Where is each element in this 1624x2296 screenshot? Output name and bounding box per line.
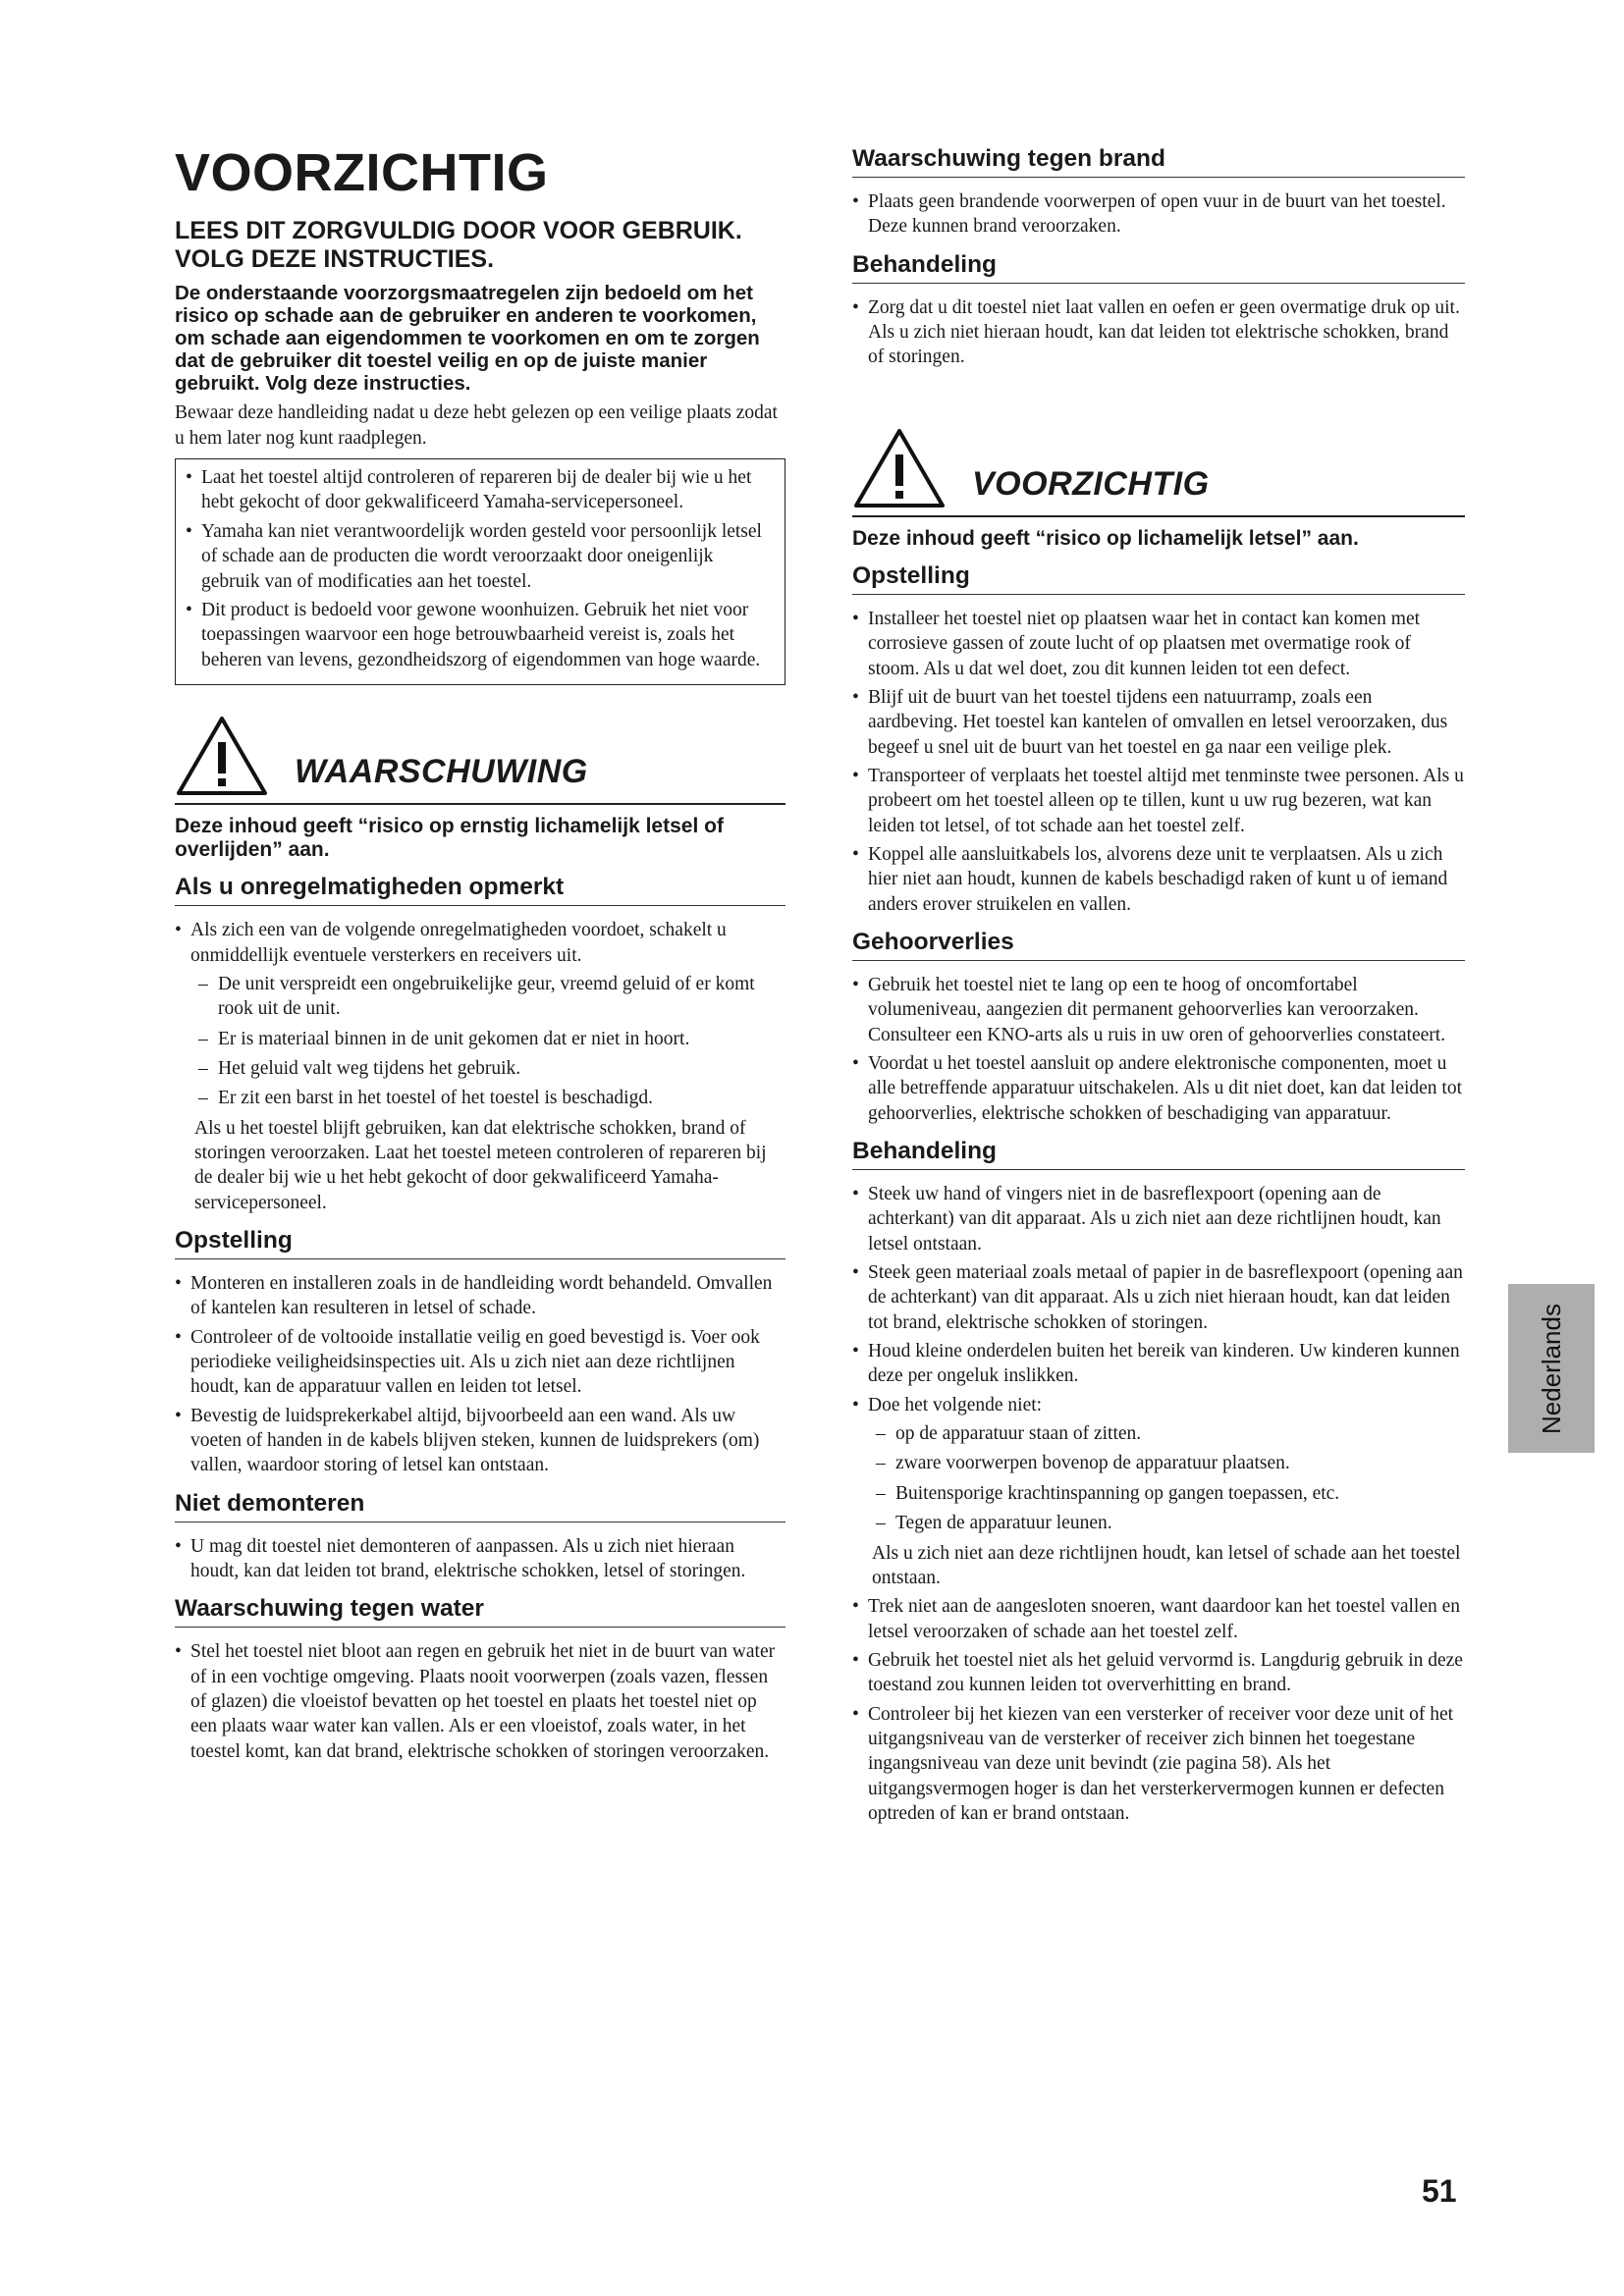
section-heading: Behandeling xyxy=(852,1138,1465,1170)
list-item: • Controleer bij het kiezen van een versterker of receiver voor deze unit of het uitgangsniveau van de versterker of receiver zich binnen het toegestane ingangsniveau van deze unit bevindt (zie pagina 58). Als het uitgangsvermogen hoger is dan het versterkervermogen kunnen er defecten optreden of kan er brand ontstaan. xyxy=(852,1702,1465,1827)
section-heading: Waarschuwing tegen brand xyxy=(852,145,1465,178)
section-heading: Gehoorverlies xyxy=(852,929,1465,961)
list-item: • Plaats geen brandende voorwerpen of open vuur in de buurt van het toestel. Deze kunnen brand veroorzaken. xyxy=(852,189,1465,240)
list-item: • Installeer het toestel niet op plaatsen waar het in contact kan komen met corrosieve gassen of zoute lucht of op plaatsen met overmatige rook of stoom. Als u dat wel doet, zou dit kunnen leiden tot een defect. xyxy=(852,607,1465,681)
list-item: • Blijf uit de buurt van het toestel tijdens een natuurramp, zoals een aardbeving. Het toestel kan kantelen of omvallen en letsel veroorzaken, dus begeef u snel uit de buurt van het toestel en ga naar een veilige plek. xyxy=(852,685,1465,760)
list-item: • Stel het toestel niet bloot aan regen en gebruik het niet in de buurt van water of in een vochtige omgeving. Plaats nooit voorwerpen (zoals vazen, flessen of glazen) die vloeistof bevatten op het toestel en plaats het toestel niet op een plaats waar water kan vallen. Als er een vloeistof, zoals water, in het toestel komt, kan dat brand, elektrische schokken of storingen veroorzaken. xyxy=(175,1639,785,1764)
list-note: Als u het toestel blijft gebruiken, kan dat elektrische schokken, brand of storingen veroorzaken. Laat het toestel meteen controleren of repareren bij de dealer bij wie u het hebt gekocht of door gekwalificeerd Yamaha-servicepersoneel. xyxy=(194,1117,767,1213)
notice-box xyxy=(175,458,785,685)
list-note: Als u zich niet aan deze richtlijnen houdt, kan letsel of schade aan het toestel ontstaan. xyxy=(872,1542,1461,1588)
list-item: • Zorg dat u dit toestel niet laat vallen en oefen er geen overmatige druk op uit. Als u zich niet hieraan houdt, kan dat leiden tot elektrische schokken, brand of storingen. xyxy=(852,295,1465,370)
dash-item: – De unit verspreidt een ongebruikelijke geur, vreemd geluid of er komt rook uit de unit. xyxy=(198,972,785,1022)
warning-title: WAARSCHUWING xyxy=(295,752,588,790)
warning-triangle-icon xyxy=(175,715,269,797)
list-item: • Controleer of de voltooide installatie veilig en goed bevestigd is. Voer ook periodieke veiligheidsinspecties uit. Als u zich niet aan deze richtlijnen houdt, kan de apparatuur vallen en leiden tot letsel. xyxy=(175,1325,785,1400)
list-item: • Monteren en installeren zoals in de handleiding wordt behandeld. Omvallen of kantelen kan resulteren in letsel of schade. xyxy=(175,1271,785,1321)
notice-item: • Laat het toestel altijd controleren of repareren bij de dealer bij wie u het hebt gekocht of door gekwalificeerd Yamaha-servicepersoneel. xyxy=(186,465,775,515)
warning-triangle-icon xyxy=(852,427,947,509)
notice-item: • Dit product is bedoeld voor gewone woonhuizen. Gebruik het niet voor toepassingen waarvoor een hoge betrouwbaarheid vereist is, zoals het beheren van levens, gezondheidszorg of eigendommen van hoge waarde. xyxy=(186,598,775,672)
language-side-tab xyxy=(1508,1284,1595,1453)
section-heading: Opstelling xyxy=(175,1227,785,1259)
list-item: • Trek niet aan de aangesloten snoeren, want daardoor kan het toestel vallen en letsel veroorzaken of schade aan het toestel zelf. xyxy=(852,1594,1465,1644)
list-item: • Gebruik het toestel niet te lang op een te hoog of oncomfortabel volumeniveau, aangezien dit permanent gehoorverlies kan veroorzaken. Consulteer een KNO-arts als u ruis in uw oren of gehoorverlies constateert. xyxy=(852,973,1465,1047)
language-label: Nederlands xyxy=(1536,1303,1566,1434)
section-heading: Niet demonteren xyxy=(175,1490,785,1522)
page-number: 51 xyxy=(1422,2173,1457,2209)
list-item: • Houd kleine onderdelen buiten het bereik van kinderen. Uw kinderen kunnen deze per ongeluk inslikken. xyxy=(852,1339,1465,1389)
dash-item: – zware voorwerpen bovenop de apparatuur plaatsen. xyxy=(876,1451,1465,1475)
section-heading: Als u onregelmatigheden opmerkt xyxy=(175,874,785,906)
dash-item: – Er is materiaal binnen in de unit gekomen dat er niet in hoort. xyxy=(198,1027,785,1051)
section-heading: Behandeling xyxy=(852,251,1465,284)
dash-item: – Tegen de apparatuur leunen. xyxy=(876,1511,1465,1535)
intro-bold: De onderstaande voorzorgsmaatregelen zijn bedoeld om het risico op schade aan de gebruiker en anderen te voorkomen, om schade aan eigendommen te voorkomen en om te zorgen dat de gebruiker dit toestel veilig en op de juiste manier gebruikt. Volg deze instructies. xyxy=(175,281,760,395)
dash-item: – Het geluid valt weg tijdens het gebruik. xyxy=(198,1056,785,1081)
right-column xyxy=(852,145,1465,1830)
dash-item: – Er zit een barst in het toestel of het toestel is beschadigd. xyxy=(198,1086,785,1110)
dash-item: – op de apparatuur staan of zitten. xyxy=(876,1421,1465,1446)
page-title: VOORZICHTIG xyxy=(175,143,549,202)
section-heading: Opstelling xyxy=(852,562,1465,595)
list-item: • Voordat u het toestel aansluit op andere elektronische componenten, moet u alle betreffende apparatuur uitschakelen. Als u dit niet doet, kan dat leiden tot gehoorverlies, elektrische schokken of beschadiging van apparatuur. xyxy=(852,1051,1465,1126)
list-item: • Koppel alle aansluitkabels los, alvorens deze unit te verplaatsen. Als u zich hier niet aan houdt, kunnen de kabels beschadigd raken of kunt u of iemand anders erover struikelen en vallen. xyxy=(852,842,1465,917)
section-heading: Waarschuwing tegen water xyxy=(175,1595,785,1628)
list-item: • Transporteer of verplaats het toestel altijd met tenminste twee personen. Als u probeert om het toestel alleen op te tillen, kunt u uw rug bezeren, wat kan leiden tot letsel, of tot schade aan het toestel zelf. xyxy=(852,764,1465,838)
list-item: • Doe het volgende niet: xyxy=(852,1393,1465,1417)
dash-item: – Buitensporige krachtinspanning op gangen toepassen, etc. xyxy=(876,1481,1465,1506)
read-carefully-subtitle: LEES DIT ZORGVULDIG DOOR VOOR GEBRUIK. VOLG DEZE INSTRUCTIES. xyxy=(175,216,742,274)
intro-text: Bewaar deze handleiding nadat u deze hebt gelezen op een veilige plaats zodat u hem later nog kunt raadplegen. xyxy=(175,402,778,449)
notice-item: • Yamaha kan niet verantwoordelijk worden gesteld voor persoonlijk letsel of schade aan de producten die wordt veroorzaakt door oneigenlijk gebruik van of modificaties aan het toestel. xyxy=(186,519,775,594)
list-item: • Steek uw hand of vingers niet in de basreflexpoort (opening aan de achterkant) van dit apparaat. Als u zich niet aan deze richtlijnen houdt, kan letsel ontstaan. xyxy=(852,1182,1465,1256)
warning-description: Deze inhoud geeft “risico op ernstig lichamelijk letsel of overlijden” aan. xyxy=(175,814,724,862)
caution-title: VOORZICHTIG xyxy=(972,464,1210,503)
warning-header xyxy=(175,715,785,805)
caution-description: Deze inhoud geeft “risico op lichamelijk letsel” aan. xyxy=(852,526,1359,550)
caution-header xyxy=(852,427,1465,517)
list-item: • Bevestig de luidsprekerkabel altijd, bijvoorbeeld aan een wand. Als uw voeten of handen in de kabels blijven steken, kunnen de luidsprekers (om) vallen, waardoor storing of letsel kan ontstaan. xyxy=(175,1404,785,1478)
list-item: • Gebruik het toestel niet als het geluid vervormd is. Langdurig gebruik in deze toestand zou kunnen leiden tot oververhitting en brand. xyxy=(852,1648,1465,1698)
list-item: • Als zich een van de volgende onregelmatigheden voordoet, schakelt u onmiddellijk eventuele versterkers en receivers uit. xyxy=(175,918,785,968)
list-item: • Steek geen materiaal zoals metaal of papier in de basreflexpoort (opening aan de achterkant) van dit apparaat. Als u zich niet hieraan houdt, kan dat leiden tot brand, elektrische schokken of storingen. xyxy=(852,1260,1465,1335)
list-item: • U mag dit toestel niet demonteren of aanpassen. Als u zich niet hieraan houdt, kan dat leiden tot brand, elektrische schokken, letsel of storingen. xyxy=(175,1534,785,1584)
left-column xyxy=(175,145,785,1768)
